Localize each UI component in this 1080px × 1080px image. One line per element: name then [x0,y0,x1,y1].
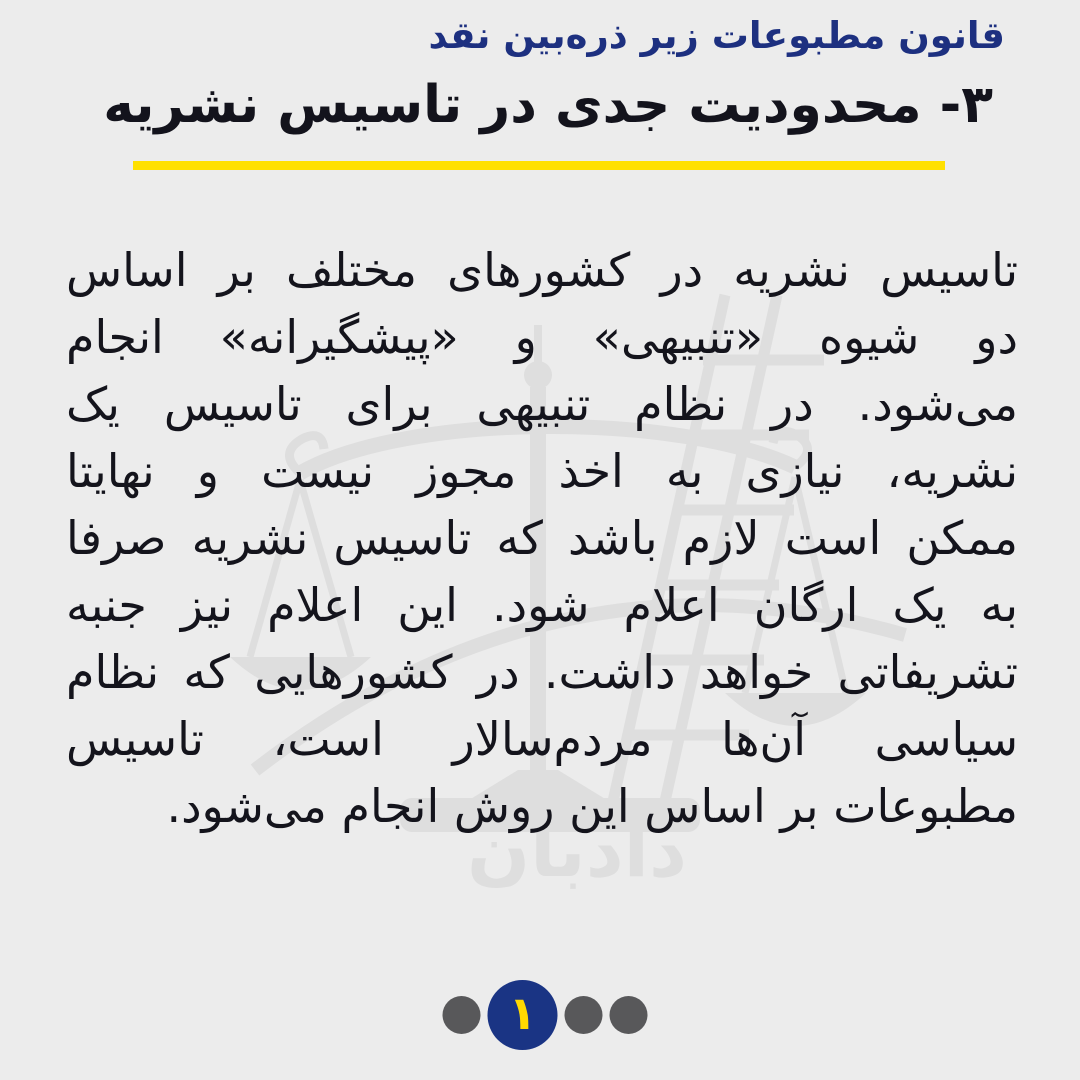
pagination-dot [565,996,603,1034]
watermark-wordmark: دادبان [466,808,688,894]
body-line: دو شیوه «تنبیهی» و «پیشگیرانه» انجام [66,310,1018,364]
body-line: سیاسی آن‌ها مردم‌سالار است، تاسیس [66,712,1018,766]
title-divider [133,161,945,170]
pagination [443,980,648,1050]
body-line: تاسیس نشریه در کشورهای مختلف بر اساس [66,243,1018,297]
body-line: می‌شود. در نظام تنبیهی برای تاسیس یک [66,377,1018,431]
body-line: ممکن است لازم باشد که تاسیس نشریه صرفا [66,511,1018,565]
body-paragraph [66,237,1018,840]
pagination-dot [610,996,648,1034]
body-line: به یک ارگان اعلام شود. این اعلام نیز جنبه [66,578,1018,632]
pagination-dot-active: ۱ [488,980,558,1050]
series-kicker: قانون مطبوعات زیر ذره‌بین نقد [428,14,1005,57]
body-line: نشریه، نیازی به اخذ مجوز نیست و نهایتا [66,444,1018,498]
body-line: مطبوعات بر اساس این روش انجام می‌شود. [166,779,1018,833]
body-line: تشریفاتی خواهد داشت. در کشورهایی که نظام [66,645,1018,699]
pagination-dot [443,996,481,1034]
post-title: ۳- محدودیت جدی در تاسیس نشریه [103,75,993,135]
